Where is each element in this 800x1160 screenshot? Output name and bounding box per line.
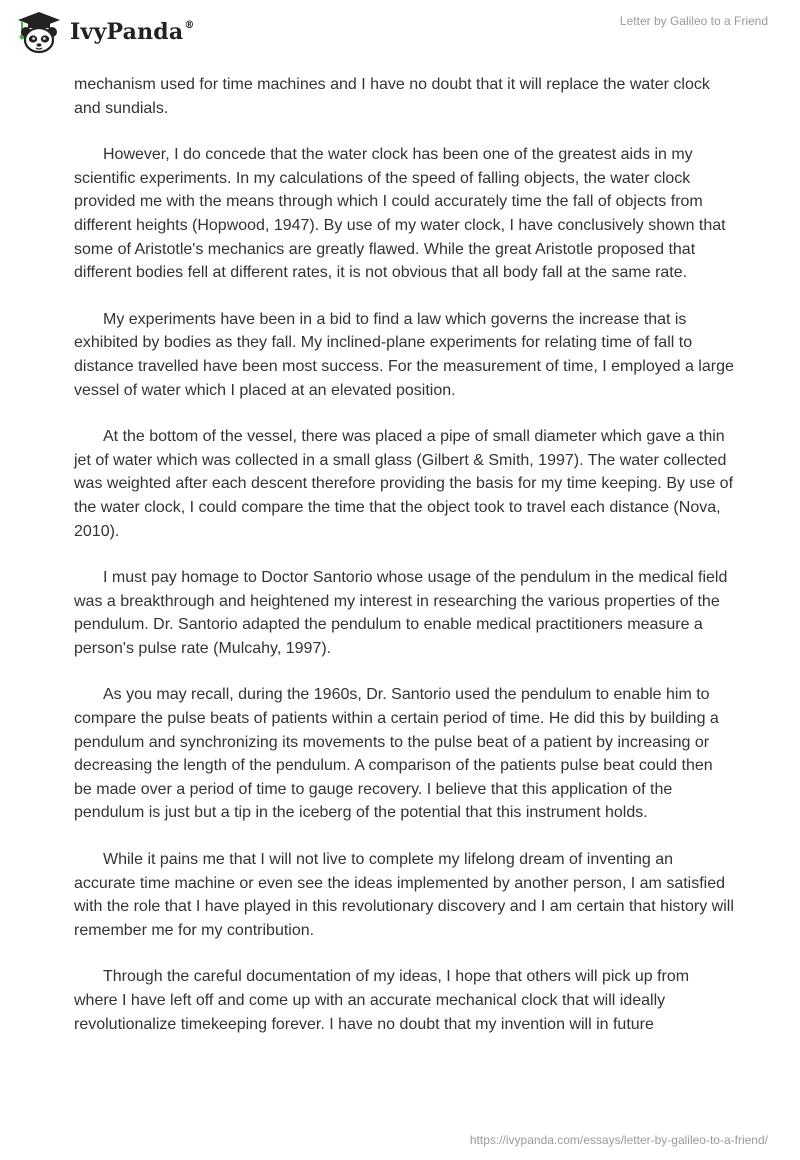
brand-name: IvyPanda®	[70, 19, 195, 45]
document-title: Letter by Galileo to a Friend	[619, 14, 768, 28]
essay-paragraph: However, I do concede that the water clock has been one of the greatest aids in my scientific experiments. In my calculations of the speed of falling objects, the water clock provided me with the means through which I could accurately time the fall of objects from different heights (Hopwood, 1947). By use of my water clock, I have conclusively shown that some of Aristotle's mechanics are greatly flawed. While the great Aristotle proposed that different bodies fell at different rates, it is not obvious that all body fall at the same rate.	[74, 146, 726, 282]
essay-paragraph: My experiments have been in a bid to find a law which governs the increase that is exhibited by bodies as they fall. My inclined-plane experiments for relating time of fall to distance travelled have been most success. For the measurement of time, I employed a large vessel of water which I placed at an elevated position.	[74, 310, 734, 399]
ivypanda-logo[interactable]	[14, 8, 195, 56]
source-url[interactable]: https://ivypanda.com/essays/letter-by-galileo-to-a-friend/	[469, 1133, 768, 1147]
essay-paragraph: Through the careful documentation of my ideas, I hope that others will pick up from where I have left off and come up with an accurate mechanical clock that will ideally revolutionalize timekeeping forever. I have no doubt that my invention will in future	[74, 968, 690, 1033]
essay-paragraph: While it pains me that I will not live to complete my lifelong dream of inventing an accurate time machine or even see the ideas implemented by another person, I am satisfied with the role that I have played in this revolutionary discovery and I am certain that history will remember me for my contribution.	[74, 851, 734, 939]
page-header	[0, 0, 800, 70]
essay-paragraph: At the bottom of the vessel, there was placed a pipe of small diameter which gave a thin jet of water which was collected in a small glass (Gilbert & Smith, 1997). The water collected was weighted after each descent therefore providing the basis for my time keeping. By use of the water clock, I could compare the time that the object took to travel each distance (Nova, 2010).	[74, 428, 734, 540]
essay-body	[74, 73, 734, 1059]
panda-graduate-icon	[14, 10, 64, 54]
essay-paragraph: I must pay homage to Doctor Santorio whose usage of the pendulum in the medical field was a breakthrough and heightened my interest in researching the various properties of the pendulum. Dr. Santorio adapted the pendulum to enable medical practitioners measure a person's pulse rate (Mulcahy, 1997).	[74, 569, 728, 657]
essay-paragraph: mechanism used for time machines and I have no doubt that it will replace the water clock and sundials.	[74, 76, 710, 117]
essay-paragraph: As you may recall, during the 1960s, Dr. Santorio used the pendulum to enable him to compare the pulse beats of patients within a certain period of time. He did this by building a pendulum and synchronizing its movements to the pulse beat of a patient by increasing or decreasing the length of the pendulum. A comparison of the patients pulse beat could then be made over a period of time to gauge recovery. I believe that this application of the pendulum is just but a tip in the iceberg of the potential that this instrument holds.	[74, 686, 719, 822]
registered-mark: ®	[184, 20, 195, 31]
